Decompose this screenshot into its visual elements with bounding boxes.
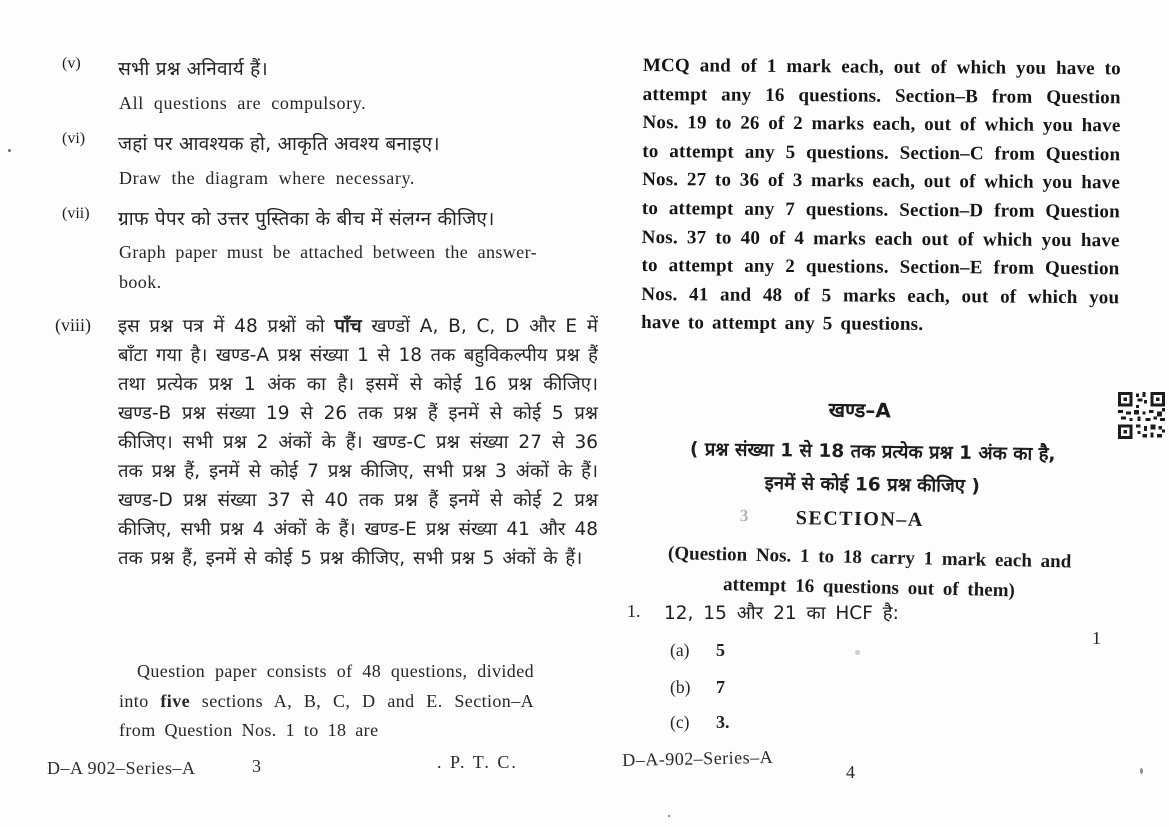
viii-english-bold: five bbox=[160, 690, 190, 711]
instruction-vi-label: (vi) bbox=[62, 130, 86, 147]
question-1-number: 1. bbox=[627, 601, 641, 621]
section-note-hindi bbox=[617, 432, 1128, 505]
viii-hindi-post: खण्डों A, B, C, D और E में बाँटा गया है। खण्ड-A प्रश्न संख्या 1 से 18 तक बहुविकल्पीय प्रश्न हैं तथा प्रत्येक प्रश्न 1 अंक का है। इसमें से कोई 16 प्रश्न कीजिए। खण्ड-B प्रश्न संख्या 19 से 26 तक प्रश्न हैं इनमें से कोई 5 प्रश्न कीजिए। सभी प्रश्न 2 अंकों के हैं। खण्ड-C प्रश्न संख्या 27 से 36 तक प्रश्न हैं, इनमें से कोई 7 प्रश्न कीजिए, सभी प्रश्न 3 अंकों के हैं। खण्ड-D प्रश्न संख्या 37 से 40 तक प्रश्न हैं इनमें से कोई 2 प्रश्न कीजिए, सभी प्रश्न 4 अंकों के हैं। खण्ड-E प्रश्न संख्या 41 और 48 तक प्रश्न हैं, इनमें से कोई 5 प्रश्न कीजिए, सभी प्रश्न 5 अंकों के हैं। bbox=[118, 316, 598, 569]
section-note-english-line1: (Question Nos. 1 to 18 carry 1 mark each and bbox=[667, 543, 1072, 573]
option-b-label: (b) bbox=[670, 677, 691, 697]
section-note-hindi-line2: इनमें से कोई 16 प्रश्न कीजिए ) bbox=[764, 473, 981, 498]
instruction-vii bbox=[62, 205, 597, 231]
scan-speck bbox=[1140, 768, 1143, 774]
viii-hindi-pre: इस प्रश्न पत्र में 48 प्रश्नों को bbox=[118, 316, 335, 337]
section-heading-english: SECTION–A bbox=[795, 507, 924, 531]
instruction-v-label: (v) bbox=[62, 55, 81, 72]
instruction-vii-hindi: ग्राफ पेपर को उत्तर पुस्तिका के बीच में संलग्न कीजिए। bbox=[118, 208, 495, 230]
section-heading-hindi: खण्ड–A bbox=[828, 397, 891, 423]
option-a-label: (a) bbox=[670, 640, 690, 660]
viii-english-pre: Question paper consists of 48 questions, divided into bbox=[119, 661, 534, 711]
scan-smudge: 3 bbox=[739, 506, 749, 526]
instruction-v-english: All questions are compulsory. bbox=[119, 93, 367, 113]
instruction-vii-label: (vii) bbox=[62, 205, 90, 222]
instruction-vi-english: Draw the diagram where necessary. bbox=[119, 168, 416, 188]
section-note-english bbox=[619, 538, 1120, 608]
instruction-v bbox=[62, 55, 597, 81]
left-footer-pto: . P. T. C. bbox=[437, 752, 518, 772]
instruction-v-hindi: सभी प्रश्न अनिवार्य हैं। bbox=[118, 58, 268, 80]
continuation-paragraph: MCQ and of 1 mark each, out of which you have to attempt any 16 questions. Section–B from Question Nos. 19 to 26 of 2 marks each, out of which you have to attempt any 5 questions. Section–C from Question Nos. 27 to 36 of 3 marks each, out of which you have to attempt any 7 questions. Section–D from Question Nos. 37 to 40 of 4 marks each out of which you have to attempt any 2 questions. Section–E from Question Nos. 41 and 48 of 5 marks each, out of which you have to attempt any 5 questions. bbox=[641, 54, 1121, 336]
instruction-vii-english: Graph paper must be attached between the answer-book. bbox=[119, 242, 537, 292]
scan-speck bbox=[8, 149, 11, 152]
option-a-value: 5 bbox=[716, 640, 725, 660]
option-b-value: 7 bbox=[716, 677, 725, 697]
instruction-viii-english bbox=[119, 657, 534, 746]
option-c-label: (c) bbox=[670, 712, 690, 732]
right-footer-page-number: 4 bbox=[846, 762, 856, 782]
instruction-vi bbox=[62, 130, 597, 156]
instruction-viii-label: (viii) bbox=[55, 315, 91, 335]
viii-english-post: sections A, B, C, D and E. Section–A from Question Nos. 1 to 18 are bbox=[119, 690, 534, 740]
question-1-marks: 1 bbox=[1092, 628, 1101, 648]
left-footer-page-number: 3 bbox=[252, 756, 262, 776]
instruction-vi-hindi: जहां पर आवश्यक हो, आकृति अवश्य बनाइए। bbox=[118, 133, 440, 155]
left-footer-series-code: D–A 902–Series–A bbox=[47, 758, 196, 778]
right-footer-series-code: D–A-902–Series–A bbox=[622, 746, 774, 770]
scan-speck bbox=[855, 650, 860, 655]
qr-code-icon bbox=[1118, 392, 1165, 439]
section-note-english-line2: attempt 16 questions out of them) bbox=[722, 574, 1016, 602]
section-note-hindi-line1: ( प्रश्न संख्या 1 से 18 तक प्रत्येक प्रश्न 1 अंक का है, bbox=[689, 439, 1056, 466]
viii-hindi-bold: पाँच bbox=[334, 316, 362, 337]
instruction-viii-hindi bbox=[118, 312, 598, 573]
option-c-value: 3. bbox=[716, 712, 730, 732]
right-page bbox=[600, 0, 1169, 827]
question-1-text: 12, 15 और 21 का HCF है: bbox=[664, 603, 899, 624]
